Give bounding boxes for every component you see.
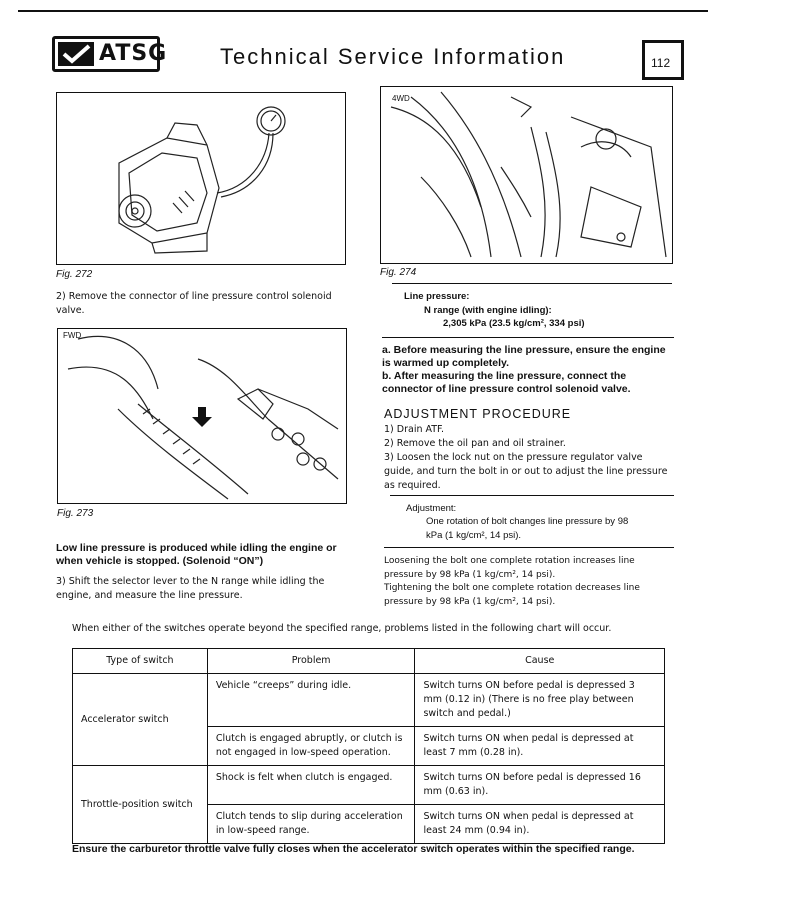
- problem-cell: Vehicle “creeps” during idle.: [207, 674, 415, 727]
- 4wd-label: 4WD: [392, 94, 410, 103]
- atsg-logo: [52, 36, 168, 72]
- adjustment-step-2: 2) Remove the oil pan and oil strainer.: [384, 438, 566, 449]
- step-3-text: 3) Shift the selector lever to the N range while idling the engine, and measure the line pressure.: [56, 576, 325, 601]
- note-a: a. Before measuring the line pressure, ensure the engine is warmed up completely.: [382, 344, 666, 369]
- adjustment-heading: ADJUSTMENT PROCEDURE: [384, 407, 572, 421]
- checkmark-icon: [58, 42, 94, 66]
- adjustment-label: Adjustment:: [406, 503, 457, 514]
- engine-bay-4wd-illustration: [381, 87, 673, 264]
- cause-cell: Switch turns ON when pedal is depressed at least 7 mm (0.28 in).: [415, 727, 665, 766]
- problem-cell: Clutch tends to slip during acceleration in low-speed range.: [207, 805, 415, 844]
- transmission-gauge-illustration: [57, 93, 346, 265]
- step-2-text: 2) Remove the connector of line pressure control solenoid valve.: [56, 291, 332, 316]
- logo-text: ATSG: [99, 41, 168, 66]
- figure-273-caption: Fig. 273: [57, 508, 94, 519]
- table-row: [73, 674, 665, 727]
- table-header-cause: Cause: [415, 649, 665, 674]
- switch-problem-table: [72, 648, 665, 844]
- footer-note: Ensure the carburetor throttle valve fully closes when the accelerator switch operates within the specified range.: [72, 843, 635, 855]
- figure-272-caption: Fig. 272: [56, 269, 93, 280]
- cause-cell: Switch turns ON before pedal is depressed 16 mm (0.63 in).: [415, 766, 665, 805]
- fwd-label: FWD: [63, 331, 82, 340]
- page-number: 112: [651, 56, 671, 70]
- switch-intro-text: When either of the switches operate beyond the specified range, problems listed in the following chart will occur.: [72, 623, 612, 634]
- line-pressure-label: Line pressure:: [404, 291, 470, 302]
- page-number-box: [642, 40, 684, 80]
- rule-adjustment-top: [390, 495, 674, 496]
- top-rule: [18, 10, 708, 12]
- note-b: b. After measuring the line pressure, connect the connector of line pressure control solenoid valve.: [382, 370, 631, 395]
- cause-cell: Switch turns ON before pedal is depressed 3 mm (0.12 in) (There is no free play between switch and pedal.): [415, 674, 665, 727]
- tighten-text: Tightening the bolt one complete rotation decreases line pressure by 98 kPa (1 kg/cm², 14 psi).: [384, 583, 640, 607]
- figure-274-caption: Fig. 274: [380, 267, 417, 278]
- n-range-value: 2,305 kPa (23.5 kg/cm², 334 psi): [443, 318, 585, 329]
- problem-cell: Shock is felt when clutch is engaged.: [207, 766, 415, 805]
- rule-adjustment-bottom: [384, 547, 674, 548]
- page-title: Technical Service Information: [220, 44, 566, 69]
- adjustment-text: One rotation of bolt changes line pressure by 98 kPa (1 kg/cm², 14 psi).: [426, 516, 629, 541]
- problem-cell: Clutch is engaged abruptly, or clutch is not engaged in low-speed operation.: [207, 727, 415, 766]
- rule-notes-top: [382, 337, 674, 338]
- table-header-row: [73, 649, 665, 674]
- table-header-type: Type of switch: [73, 649, 208, 674]
- cause-cell: Switch turns ON when pedal is depressed at least 24 mm (0.94 in).: [415, 805, 665, 844]
- adjustment-step-3: 3) Loosen the lock nut on the pressure regulator valve guide, and turn the bolt in or out to adjust the line pressure as required.: [384, 452, 668, 491]
- low-pressure-note: Low line pressure is produced while idling the engine or when vehicle is stopped. (Solenoid “ON”): [56, 542, 337, 567]
- table-row: [73, 766, 665, 805]
- switch-type-accelerator: Accelerator switch: [73, 674, 208, 766]
- rule-line-pressure-top: [392, 283, 672, 284]
- switch-type-throttle: Throttle-position switch: [73, 766, 208, 844]
- adjustment-step-1: 1) Drain ATF.: [384, 424, 445, 435]
- loosen-text: Loosening the bolt one complete rotation increases line pressure by 98 kPa (1 kg/cm², 14 psi).: [384, 556, 635, 580]
- figure-273: [57, 328, 347, 504]
- figure-272: [56, 92, 346, 265]
- n-range-label: N range (with engine idling):: [424, 305, 552, 316]
- solenoid-connector-illustration: [58, 329, 347, 504]
- table-header-problem: Problem: [207, 649, 415, 674]
- figure-274: [380, 86, 673, 264]
